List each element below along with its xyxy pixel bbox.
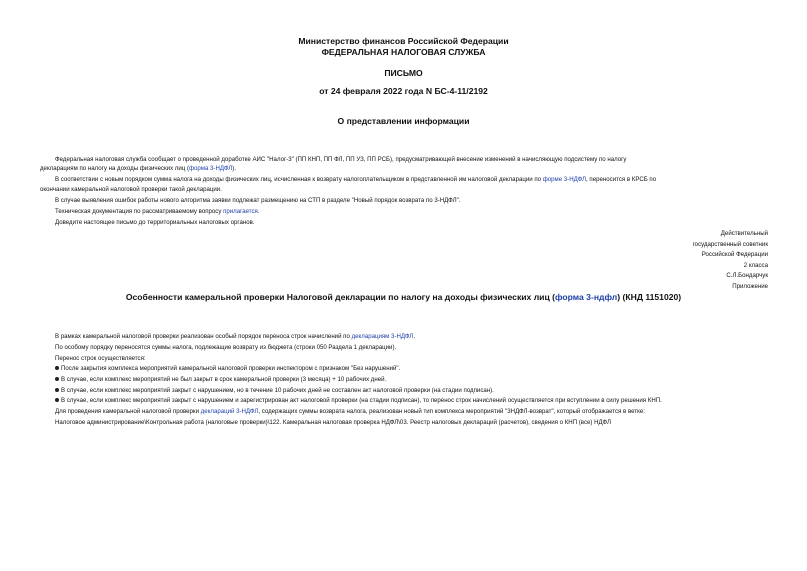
text: Налоговое администрирование\Контрольная работа (налоговые проверки)\122. Камеральная налоговая проверка НДФЛ\03. Реестр налоговых деклараций (расчетов), сведения о КНП (все) НДФЛ xyxy=(55,419,611,426)
signature-title-1: Действительный xyxy=(720,230,768,237)
letter-paragraph-1 xyxy=(55,156,626,164)
text: Перенос строк осуществляется: xyxy=(55,355,146,362)
text: В случае, если комплекс мероприятий не был закрыт в срок камеральной проверки (3 месяца) + 10 рабочих дней. xyxy=(61,376,387,383)
text: . xyxy=(413,333,416,340)
bullet-icon xyxy=(55,377,59,381)
signature-title-3: Российской Федерации xyxy=(701,251,768,258)
form-3ndfl-link[interactable]: форма 3-ндфл xyxy=(554,292,618,302)
attachment-link[interactable]: прилагается xyxy=(223,208,258,215)
text: В случае выявления ошибок работы нового алгоритма заявки подлежат размещению на СТП в разделе "Новый порядок возврата по 3-НДФЛ". xyxy=(55,197,461,204)
list-item xyxy=(55,365,400,373)
signature-title-2: государственный советник xyxy=(692,241,768,248)
appendix-paragraph-2 xyxy=(55,344,396,352)
bullet-icon xyxy=(55,366,59,370)
text: ). xyxy=(232,165,237,172)
document-date-number: от 24 февраля 2022 года N БС-4-11/2192 xyxy=(319,86,488,96)
letter-paragraph-1-cont xyxy=(40,165,236,173)
text: В рамках камеральной налоговой проверки реализован особый порядок переноса строк начислений по xyxy=(55,333,352,340)
list-item xyxy=(55,376,386,384)
letter-paragraph-5 xyxy=(55,219,255,227)
bullet-icon xyxy=(55,388,59,392)
document-subject: О представлении информации xyxy=(337,116,470,126)
text: Особенности камеральной проверки Налоговой декларации по налогу на доходы физических лиц ( xyxy=(125,292,555,302)
text: Для проведения камеральной налоговой проверки xyxy=(55,408,201,415)
text: , переносится в КРСБ по xyxy=(586,176,657,183)
signature-title-4: 2 класса xyxy=(743,262,768,269)
text: Федеральная налоговая служба сообщает о проведенной доработке АИС "Налог-3" (ПП КНП, ПП ФЛ, ПП УЗ, ПП РСБ), предусматривающей внесение изменений в начисляющую подсистему по налогу xyxy=(55,156,627,163)
declarations-3ndfl-link[interactable]: деклараций 3-НДФЛ xyxy=(200,408,259,415)
bullet-icon xyxy=(55,398,59,402)
appendix-paragraph-5 xyxy=(55,419,611,427)
text: ) (КНД 1151020) xyxy=(617,292,682,302)
text: Техническая документация по рассматриваемому вопросу xyxy=(55,208,224,215)
text: В соответствии с новым порядком сумма налога на доходы физических лиц, исчисленная к возврату налогоплательщиком в представленной им налоговой декларации по xyxy=(55,176,543,183)
text: По особому порядку переносятся суммы налога, подлежащие возврату из бюджета (строки 050 Раздела 1 декларации). xyxy=(55,344,397,351)
text: декларациям по налогу на доходы физических лиц ( xyxy=(40,165,189,172)
text: окончании камеральной налоговой проверки такой декларации. xyxy=(40,186,222,193)
form-3ndfl-link[interactable]: форме 3-НДФЛ xyxy=(542,176,587,183)
text: . xyxy=(257,208,260,215)
letter-paragraph-2-cont xyxy=(40,186,222,194)
letter-paragraph-4 xyxy=(55,208,260,216)
declarations-3ndfl-link[interactable]: декларациям 3-НДФЛ xyxy=(351,333,414,340)
text: После закрытия комплекса мероприятий камеральной налоговой проверки инспектором с признаком "Без нарушений". xyxy=(61,365,401,372)
service-title: ФЕДЕРАЛЬНАЯ НАЛОГОВАЯ СЛУЖБА xyxy=(321,47,486,57)
text: , содержащих суммы возврата налога, реализован новый тип комплекса мероприятий "3НДФЛ-возврат", который отображается в ветке: xyxy=(258,408,645,415)
signature-name: С.Л.Бондарчук xyxy=(726,272,768,279)
text: В случае, если комплекс мероприятий закрыт с нарушением и зарегистрирован акт налоговой проверки (на стадии подписан), то перенос строк начислений осуществляется при вступлении в силу решения КНП. xyxy=(61,397,662,404)
text: В случае, если комплекс мероприятий закрыт с нарушением, но в течение 10 рабочих дней не составлен акт налоговой проверки (на стадии подписан). xyxy=(61,387,494,394)
text: Доведите настоящее письмо до территориальных налоговых органов. xyxy=(55,219,255,226)
appendix-paragraph-4 xyxy=(55,408,645,416)
appendix-label: Приложение xyxy=(732,283,768,290)
letter-paragraph-3 xyxy=(55,197,460,205)
appendix-paragraph-1 xyxy=(55,333,415,341)
appendix-paragraph-3 xyxy=(55,355,146,363)
form-3ndfl-link[interactable]: форма 3-НДФЛ xyxy=(188,165,233,172)
list-item xyxy=(55,387,494,395)
document-type: ПИСЬМО xyxy=(384,68,423,78)
appendix-title xyxy=(0,292,807,302)
ministry-title: Министерство финансов Российской Федерации xyxy=(298,36,509,46)
letter-paragraph-2 xyxy=(55,176,656,184)
list-item xyxy=(55,397,662,405)
